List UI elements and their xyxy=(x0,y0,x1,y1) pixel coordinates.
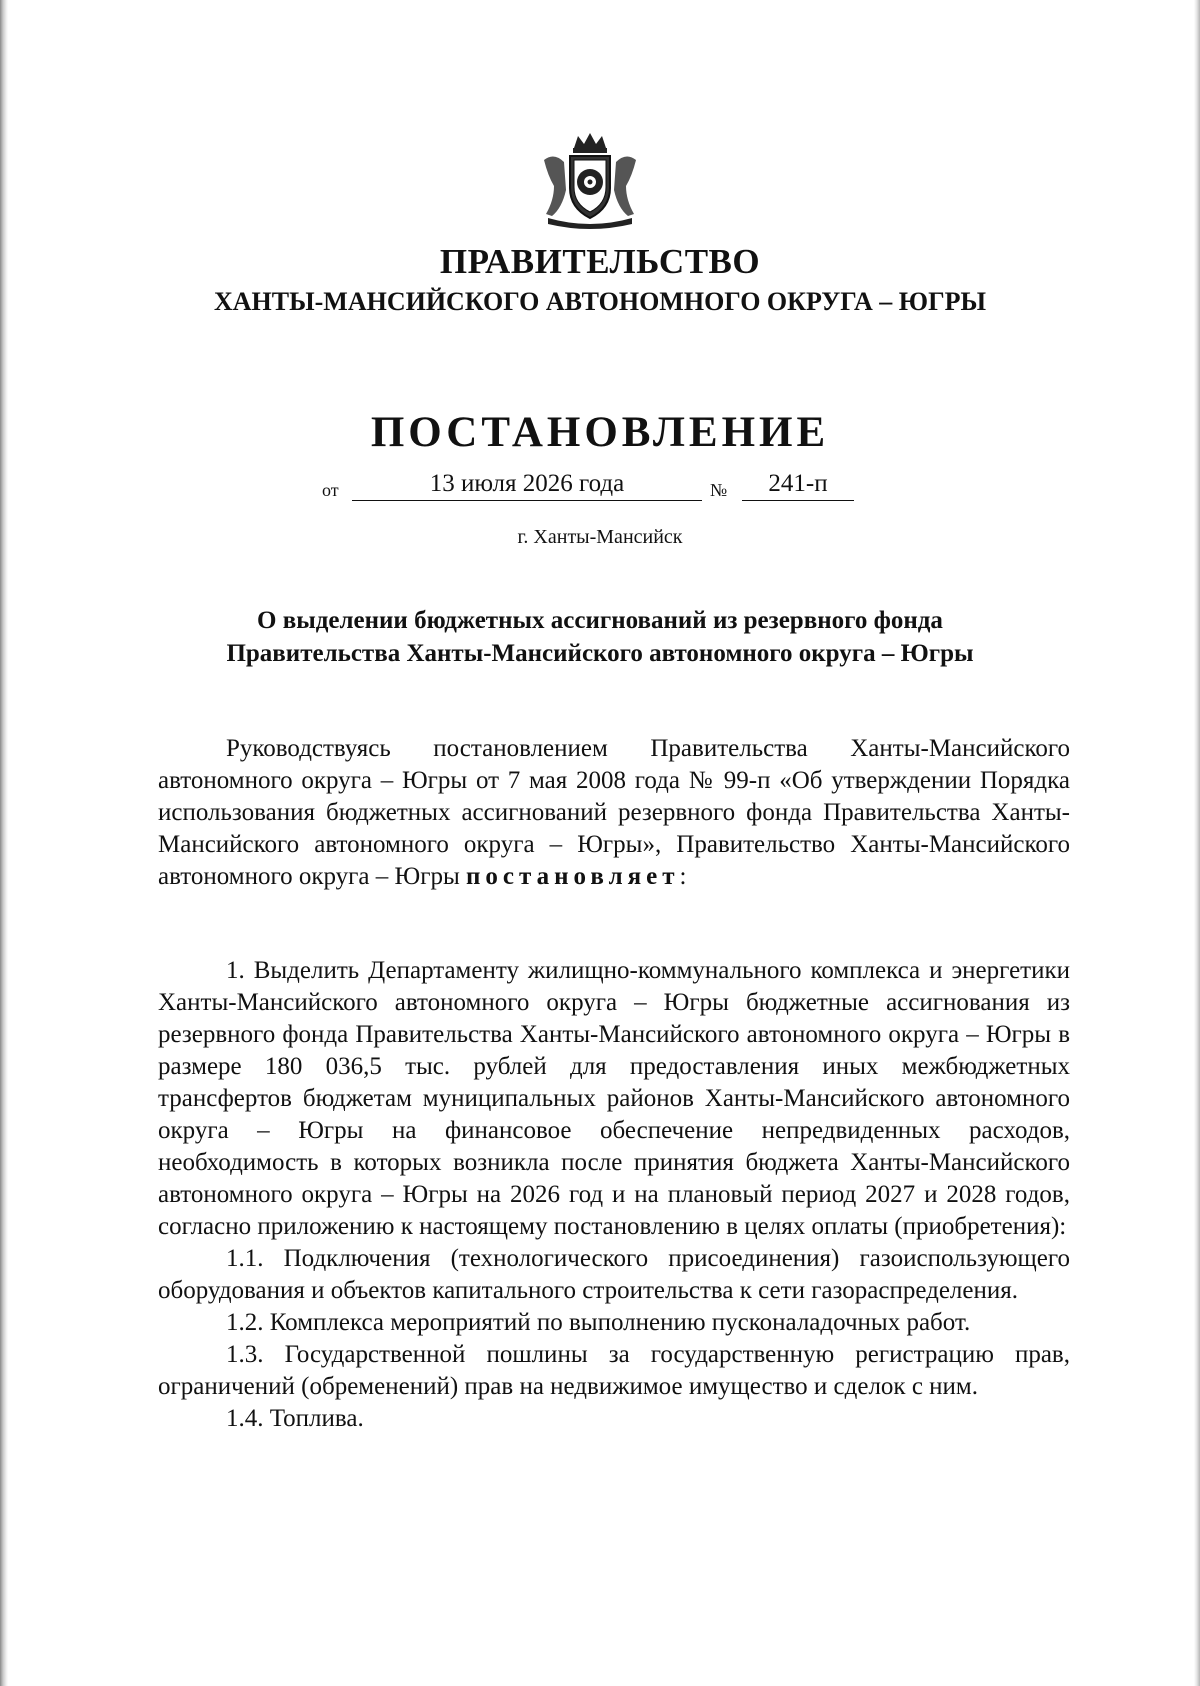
date-label: от xyxy=(322,480,339,500)
city-line: г. Ханты-Мансийск xyxy=(517,526,683,548)
date-number-line xyxy=(0,470,1200,506)
item-1-1: 1.1. Подключения (технологического присоединения) газоиспользующего оборудования и объектов капитального строительства к сети газораспределения. xyxy=(158,1245,1070,1304)
document-number: 241-п xyxy=(742,470,854,501)
item-1-3: 1.3. Государственной пошлины за государственную регистрацию прав, ограничений (обременений) прав на недвижимое имущество и сделок с ним. xyxy=(158,1341,1070,1400)
organization-title: ПРАВИТЕЛЬСТВО xyxy=(439,242,761,281)
item-1-4: 1.4. Топлива. xyxy=(226,1405,364,1432)
document-title-line-2: Правительства Ханты-Мансийского автономного округа – Югры xyxy=(226,640,974,667)
organization-subtitle: ХАНТЫ-МАНСИЙСКОГО АВТОНОМНОГО ОКРУГА – ЮГРЫ xyxy=(213,287,987,316)
document-title-line-1: О выделении бюджетных ассигнований из резервного фонда xyxy=(257,607,943,634)
number-label: № xyxy=(710,480,728,500)
preamble-paragraph xyxy=(158,733,1070,893)
coat-of-arms-emblem-icon xyxy=(536,130,644,230)
resolves-word: постановляет xyxy=(466,863,680,890)
document-date: 13 июля 2026 года xyxy=(352,470,702,501)
document-type-heading: ПОСТАНОВЛЕНИЕ xyxy=(370,409,830,456)
item-1-2: 1.2. Комплекса мероприятий по выполнению пусконаладочных работ. xyxy=(226,1309,971,1336)
resolves-colon: : xyxy=(679,863,687,890)
item-1: 1. Выделить Департаменту жилищно-коммунального комплекса и энергетики Ханты-Мансийского автономного округа – Югры бюджетные ассигнования из резервного фонда Правительства Ханты-Мансийского автономного округа – Югры в размере 180 036,5 тыс. рублей для предоставления иных межбюджетных трансфертов бюджетам муниципальных районов Ханты-Мансийского автономного округа – Югры на финансовое обеспечение непредвиденных расходов, необходимость в которых возникла после принятия бюджета Ханты-Мансийского автономного округа – Югры на 2026 год и на плановый период 2027 и 2028 годов, согласно приложению к настоящему постановлению в целях оплаты (приобретения): xyxy=(158,957,1070,1240)
document-title xyxy=(0,604,1200,670)
preamble-text: Руководствуясь постановлением Правительства Ханты-Мансийского автономного округа – Югры от 7 мая 2008 года № 99-п «Об утверждении Порядка использования бюджетных ассигнований резервного фонда Правительства Ханты-Мансийского автономного округа – Югры», Правительство Ханты-Мансийского автономного округа – Югры xyxy=(158,735,1070,890)
resolution-items xyxy=(158,955,1070,1435)
